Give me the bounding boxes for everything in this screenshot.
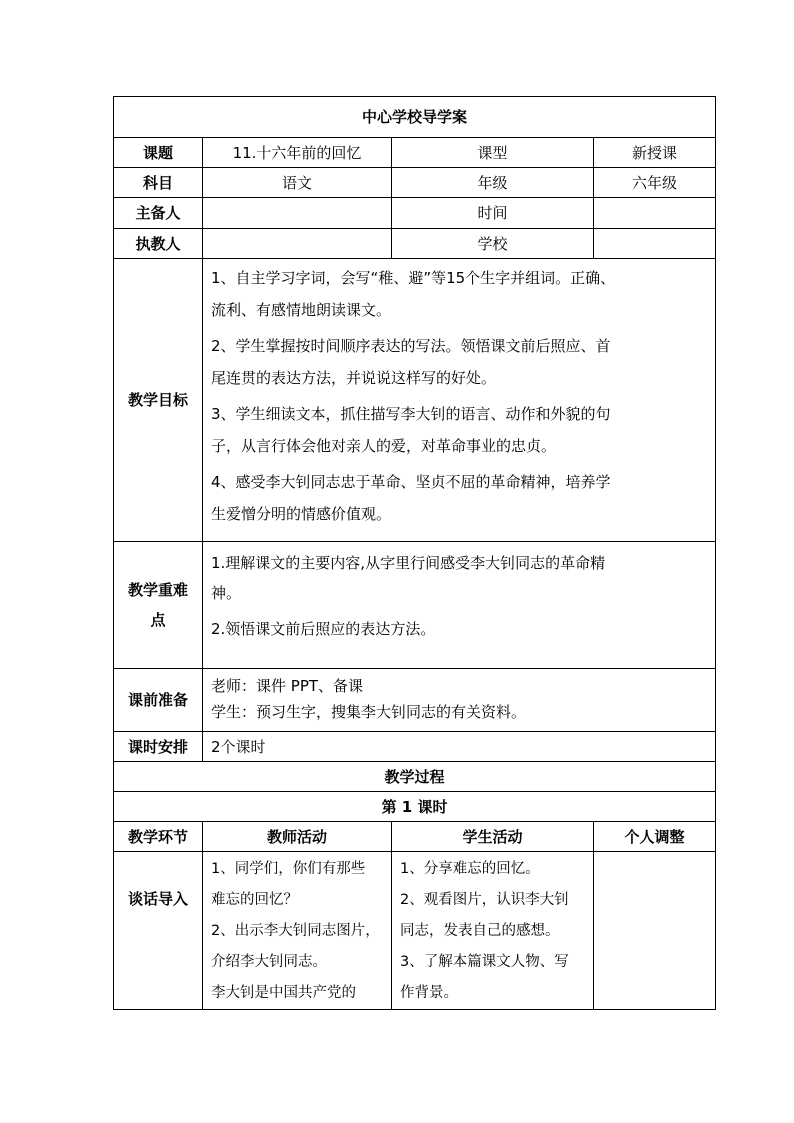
preparer-label: 主备人 [114,198,203,229]
header-student-activity: 学生活动 [392,822,594,852]
info-row-topic [114,138,716,168]
student-activity-line: 同志，发表自己的感想。 [400,923,560,939]
process-row [114,852,716,1010]
lesson-type-value: 新授课 [594,138,716,168]
objectives-label: 教学目标 [114,259,203,542]
topic-label: 课题 [114,138,203,168]
teacher-activity-line: 难忘的回忆？ [211,892,298,908]
teacher-label: 执教人 [114,229,203,259]
preparation-label: 课前准备 [114,669,203,732]
teacher-value [203,229,392,259]
teacher-preparation: 老师：课件 PPT、备课 [211,677,364,695]
preparer-value [203,198,392,229]
info-row-teacher [114,229,716,259]
student-activity-line: 2、观看图片，认识李大钊 [400,892,569,908]
key-points-label-line2: 点 [150,611,166,629]
lesson-title: 第 1 课时 [114,792,716,822]
teacher-activity-cell [203,852,392,1010]
subject-label: 科目 [114,168,203,198]
teacher-activity-line: 李大钊是中国共产党的 [211,985,356,1001]
adjustment-cell [594,852,716,1010]
schedule-row [114,732,716,762]
key-points-label [114,542,203,669]
header-teacher-activity: 教师活动 [203,822,392,852]
info-row-subject [114,168,716,198]
schedule-value: 2个课时 [203,732,716,762]
preparation-content [203,669,716,732]
student-activity-line: 作背景。 [400,985,458,1001]
student-activity-cell [392,852,594,1010]
time-label: 时间 [392,198,594,229]
header-stage: 教学环节 [114,822,203,852]
grade-label: 年级 [392,168,594,198]
time-value [594,198,716,229]
objectives-row [114,259,716,542]
key-point-line: 1.理解课文的主要内容,从字里行间感受李大钊同志的革命精 [211,554,606,572]
school-label: 学校 [392,229,594,259]
info-row-preparer [114,198,716,229]
key-points-row [114,542,716,669]
objectives-content [203,259,716,542]
key-points-label-line1: 教学重难 [127,581,188,599]
key-points-content [203,542,716,669]
objective-line: 尾连贯的表达方法，并说说这样写的好处。 [211,369,497,387]
process-header-row [114,822,716,852]
objective-line: 生爱憎分明的情感价值观。 [211,505,392,523]
teacher-activity-line: 2、出示李大钊同志图片， [211,923,380,939]
topic-value: 11.十六年前的回忆 [203,138,392,168]
teacher-activity-line: 介绍李大钊同志。 [211,954,327,970]
objective-line: 流利、有感情地朗读课文。 [211,301,392,319]
key-point-line: 神。 [211,584,242,602]
lesson-plan-table [113,96,716,1010]
student-activity-line: 3、了解本篇课文人物、写 [400,954,569,970]
student-activity-line: 1、分享难忘的回忆。 [400,861,540,877]
document-title: 中心学校导学案 [114,97,716,138]
objective-line: 2、学生掌握按时间顺序表达的写法。领悟课文前后照应、首 [211,337,611,355]
objective-line: 子，从言行体会他对亲人的爱，对革命事业的忠贞。 [211,437,557,455]
header-adjustment: 个人调整 [594,822,716,852]
lesson-title-row [114,792,716,822]
lesson-type-label: 课型 [392,138,594,168]
grade-value: 六年级 [594,168,716,198]
teacher-activity-line: 1、同学们，你们有那些 [211,861,366,877]
subject-value: 语文 [203,168,392,198]
objective-line: 1、自主学习字词，会写“稚、避”等15个生字并组词。正确、 [211,269,616,287]
school-value [594,229,716,259]
schedule-label: 课时安排 [114,732,203,762]
process-title: 教学过程 [114,762,716,792]
preparation-row [114,669,716,732]
key-point-line: 2.领悟课文前后照应的表达方法。 [211,620,436,638]
process-title-row [114,762,716,792]
stage-name: 谈话导入 [114,852,203,1010]
student-preparation: 学生：预习生字，搜集李大钊同志的有关资料。 [211,703,527,721]
objective-line: 3、学生细读文本，抓住描写李大钊的语言、动作和外貌的句 [211,405,611,423]
objective-line: 4、感受李大钊同志忠于革命、坚贞不屈的革命精神，培养学 [211,473,611,491]
